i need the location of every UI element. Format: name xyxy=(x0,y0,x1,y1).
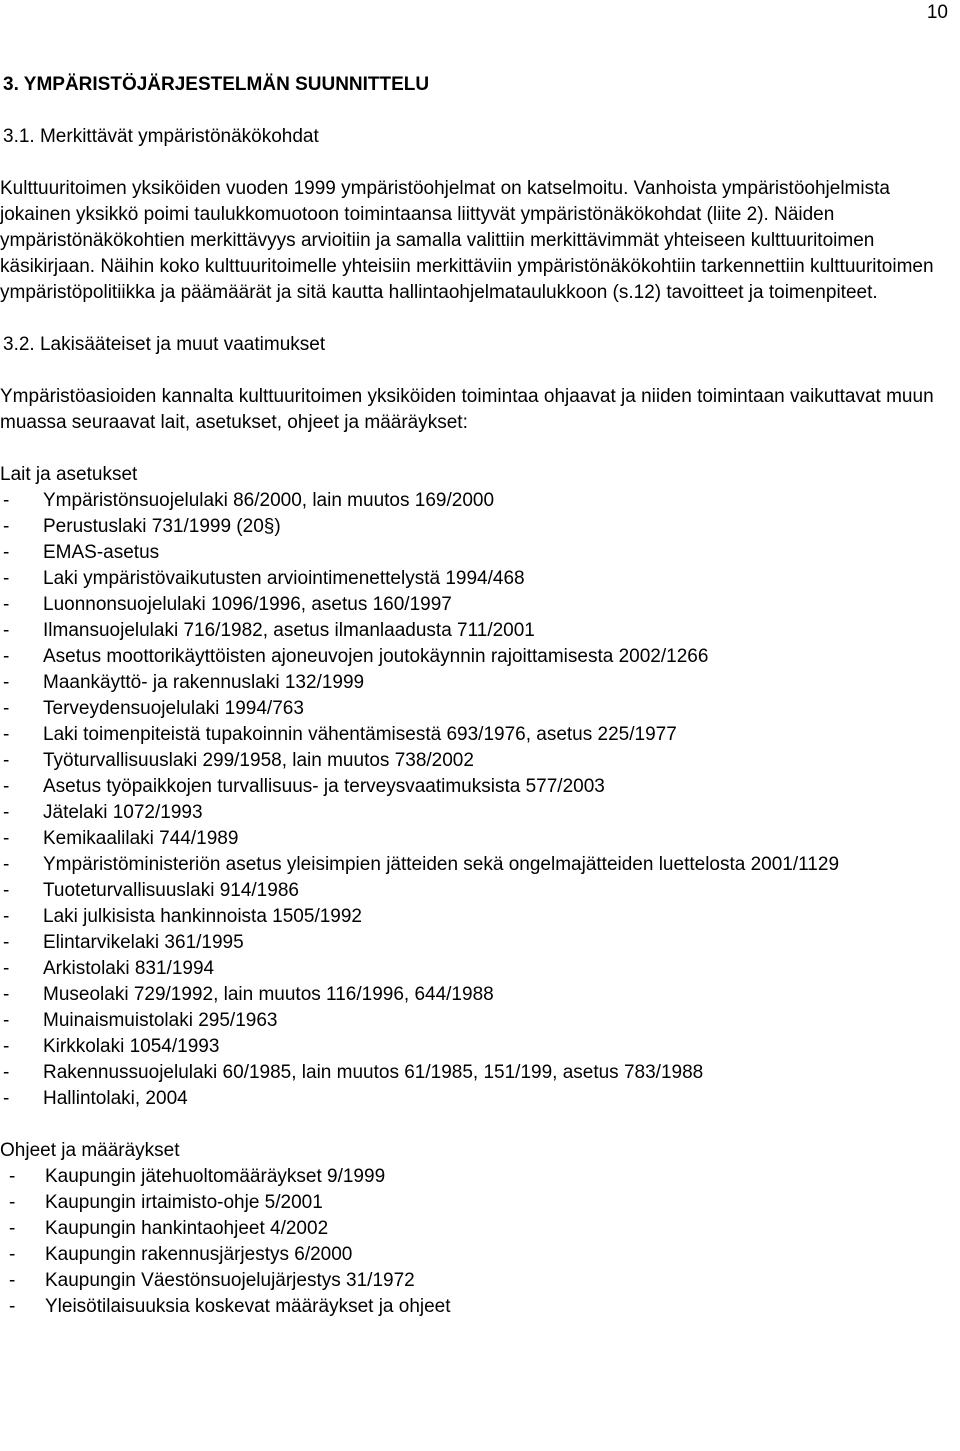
list-dash: - xyxy=(3,1036,10,1057)
section-heading: 3. YMPÄRISTÖJÄRJESTELMÄN SUUNNITTELU xyxy=(3,74,430,95)
list-dash: - xyxy=(3,490,10,511)
subsection-heading-3-2: 3.2. Lakisääteiset ja muut vaatimukset xyxy=(3,334,326,355)
list-item-text: Terveydensuojelulaki 1994/763 xyxy=(43,698,304,719)
list-dash: - xyxy=(3,958,10,979)
laws-list xyxy=(0,488,952,1112)
paragraph-environmental-aspects: Kulttuuritoimen yksiköiden vuoden 1999 ympäristöohjelmat on katselmoitu. Vanhoista ympäristöohjelmista jokainen yksikkö poimi taulukkomuotoon toimintaansa liittyvät ympäristönäkökohdat (liite 2). Näiden ympäristönäkökohtien merkittävyys arvioitiin ja samalla valittiin merkittävimmät yhteiseen kulttuuritoimen käsikirjaan. Näihin koko kulttuuritoimelle yhteisiin merkittäviin ympäristönäkökohtiin tarkennettiin kulttuuritoimen ympäristöpolitiikka ja päämäärät ja sitä kautta hallintaohjelmataulukkoon (s.12) tavoitteet ja toimenpiteet. xyxy=(0,178,934,303)
list-item-text: Yleisötilaisuuksia koskevat määräykset ja ohjeet xyxy=(45,1296,451,1317)
list-dash: - xyxy=(9,1244,16,1265)
list-item xyxy=(0,1008,952,1034)
list-item xyxy=(0,748,952,774)
list-dash: - xyxy=(3,646,10,667)
list-item-text: Kaupungin Väestönsuojelujärjestys 31/1972 xyxy=(45,1270,415,1291)
list-item-text: Asetus moottorikäyttöisten ajoneuvojen joutokäynnin rajoittamisesta 2002/1266 xyxy=(43,646,709,667)
list-dash: - xyxy=(3,828,10,849)
list-dash: - xyxy=(9,1296,16,1317)
list-item xyxy=(0,800,952,826)
list-item xyxy=(0,904,952,930)
list-item-text: Muinaismuistolaki 295/1963 xyxy=(43,1010,278,1031)
list-dash: - xyxy=(3,776,10,797)
list-item xyxy=(0,696,952,722)
list-item-text: Kaupungin irtaimisto-ohje 5/2001 xyxy=(45,1192,323,1213)
list-item-text: Maankäyttö- ja rakennuslaki 132/1999 xyxy=(43,672,365,693)
page-content xyxy=(0,72,952,1320)
list-item xyxy=(0,592,952,618)
list-item xyxy=(0,826,952,852)
list-dash: - xyxy=(3,1062,10,1083)
list-dash: - xyxy=(3,698,10,719)
paragraph-requirements: Ympäristöasioiden kannalta kulttuuritoimen yksiköiden toimintaa ohjaavat ja niiden toimintaan vaikuttavat muun muassa seuraavat lait, asetukset, ohjeet ja määräykset: xyxy=(0,386,934,433)
page-number: 10 xyxy=(926,2,948,23)
list-item-text: Perustuslaki 731/1999 (20§) xyxy=(43,516,281,537)
list-item-text: Laki toimenpiteistä tupakoinnin vähentämisestä 693/1976, asetus 225/1977 xyxy=(43,724,677,745)
list-item-text: Asetus työpaikkojen turvallisuus- ja terveysvaatimuksista 577/2003 xyxy=(43,776,605,797)
list-dash: - xyxy=(3,750,10,771)
list-item xyxy=(0,722,952,748)
list-item xyxy=(0,956,952,982)
list-item xyxy=(0,982,952,1008)
list-dash: - xyxy=(3,672,10,693)
list-item xyxy=(0,1242,952,1268)
list-item-text: Arkistolaki 831/1994 xyxy=(43,958,215,979)
list-item xyxy=(0,1086,952,1112)
list-item xyxy=(0,566,952,592)
list-item-text: Laki ympäristövaikutusten arviointimenettelystä 1994/468 xyxy=(43,568,525,589)
list-item xyxy=(0,1268,952,1294)
rules-list-title: Ohjeet ja määräykset xyxy=(0,1140,180,1161)
list-item xyxy=(0,1216,952,1242)
list-item-text: EMAS-asetus xyxy=(43,542,160,563)
list-dash: - xyxy=(3,516,10,537)
list-item xyxy=(0,670,952,696)
list-item-text: Kaupungin hankintaohjeet 4/2002 xyxy=(45,1218,329,1239)
list-item xyxy=(0,852,952,878)
list-item-text: Ilmansuojelulaki 716/1982, asetus ilmanlaadusta 711/2001 xyxy=(43,620,535,641)
list-dash: - xyxy=(3,620,10,641)
list-item-text: Jätelaki 1072/1993 xyxy=(43,802,203,823)
list-dash: - xyxy=(9,1166,16,1187)
list-dash: - xyxy=(3,594,10,615)
list-item-text: Tuoteturvallisuuslaki 914/1986 xyxy=(43,880,299,901)
list-item-text: Työturvallisuuslaki 299/1958, lain muutos 738/2002 xyxy=(43,750,474,771)
list-item xyxy=(0,1164,952,1190)
list-item xyxy=(0,1294,952,1320)
list-item xyxy=(0,1034,952,1060)
list-dash: - xyxy=(3,724,10,745)
list-item-text: Rakennussuojelulaki 60/1985, lain muutos 61/1985, 151/199, asetus 783/1988 xyxy=(43,1062,704,1083)
list-dash: - xyxy=(3,1010,10,1031)
list-item-text: Kirkkolaki 1054/1993 xyxy=(43,1036,220,1057)
list-dash: - xyxy=(3,542,10,563)
list-dash: - xyxy=(9,1218,16,1239)
list-item-text: Kemikaalilaki 744/1989 xyxy=(43,828,239,849)
list-dash: - xyxy=(3,568,10,589)
list-item xyxy=(0,774,952,800)
list-item xyxy=(0,540,952,566)
list-item-text: Hallintolaki, 2004 xyxy=(43,1088,188,1109)
list-dash: - xyxy=(3,932,10,953)
list-dash: - xyxy=(3,1088,10,1109)
list-item xyxy=(0,878,952,904)
list-item xyxy=(0,644,952,670)
laws-list-title: Lait ja asetukset xyxy=(0,464,138,485)
list-item-text: Kaupungin rakennusjärjestys 6/2000 xyxy=(45,1244,353,1265)
list-item xyxy=(0,488,952,514)
list-item-text: Museolaki 729/1992, lain muutos 116/1996, 644/1988 xyxy=(43,984,494,1005)
list-dash: - xyxy=(9,1192,16,1213)
list-dash: - xyxy=(9,1270,16,1291)
list-item-text: Laki julkisista hankinnoista 1505/1992 xyxy=(43,906,362,927)
list-item xyxy=(0,514,952,540)
list-item-text: Ympäristönsuojelulaki 86/2000, lain muutos 169/2000 xyxy=(43,490,495,511)
list-item xyxy=(0,1190,952,1216)
list-item xyxy=(0,930,952,956)
list-dash: - xyxy=(3,802,10,823)
list-dash: - xyxy=(3,880,10,901)
list-dash: - xyxy=(3,984,10,1005)
list-dash: - xyxy=(3,854,10,875)
subsection-heading-3-1: 3.1. Merkittävät ympäristönäkökohdat xyxy=(3,126,319,147)
list-item xyxy=(0,1060,952,1086)
list-item-text: Kaupungin jätehuoltomääräykset 9/1999 xyxy=(45,1166,386,1187)
list-item-text: Luonnonsuojelulaki 1096/1996, asetus 160/1997 xyxy=(43,594,452,615)
list-item-text: Elintarvikelaki 361/1995 xyxy=(43,932,244,953)
list-dash: - xyxy=(3,906,10,927)
list-item xyxy=(0,618,952,644)
rules-list xyxy=(0,1164,952,1320)
list-item-text: Ympäristöministeriön asetus yleisimpien jätteiden sekä ongelmajätteiden luettelosta 2001/1129 xyxy=(43,854,840,875)
